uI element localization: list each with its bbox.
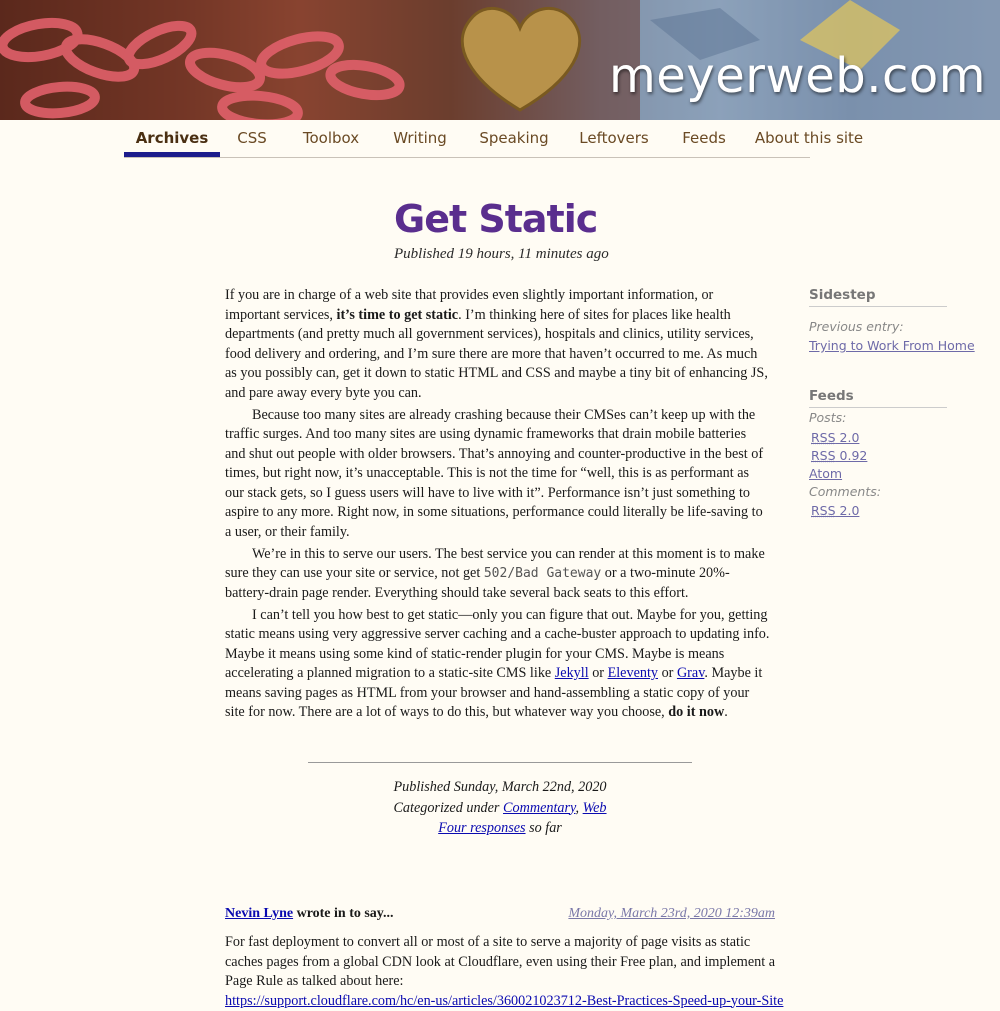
nav-toolbox[interactable]: Toolbox xyxy=(302,129,360,147)
feeds-comments-label: Comments: xyxy=(809,484,881,499)
nav-writing[interactable]: Writing xyxy=(393,129,447,147)
grav-link[interactable]: Grav xyxy=(676,665,705,681)
posts-rss20-link[interactable]: RSS 2.0 xyxy=(811,430,860,445)
post-published-date: Published Sunday, March 22nd, 2020 xyxy=(393,779,607,795)
previous-entry-label: Previous entry: xyxy=(809,319,904,334)
category-web-link[interactable]: Web xyxy=(582,799,607,816)
post-meta xyxy=(300,777,700,839)
post-paragraph-3: We’re in this to serve our users. The best service you can render at this moment is to make sure they can use your site or service, not get 502/Bad Gateway or a two-minute 20%-battery-drain page render. Everything should take several back seats to this effort. xyxy=(225,545,765,601)
comment-body: For fast deployment to convert all or most of a site to serve a majority of page visits as static caches pages from a global CDN look at Cloudflare, even using their Free plan, and implement a Page Rule as talked about here: https://support.cloudflare.com/hc/en-us/articles/360021023712-Best-Practices-Speed-up-your-Site xyxy=(225,934,784,1009)
comment-header xyxy=(225,906,775,922)
post-paragraph-1: If you are in charge of a web site that provides even slightly important information, or important services, it’s time to get static. I’m thinking here of sites for places like health departments (and pretty much all government services), hospitals and clinics, utility services, food delivery and ordering, and I’m sure there are more that haven’t occurred to me. As much as you possibly can, get it down to static HTML and CSS and maybe a tiny bit of enhancing JS, and pare away every byte you can. xyxy=(225,287,768,401)
posts-atom-link[interactable]: Atom xyxy=(809,466,843,481)
comment-author: Nevin Lyne wrote in to say... xyxy=(225,906,394,921)
feeds-posts-label: Posts: xyxy=(809,410,847,425)
nav-leftovers[interactable]: Leftovers xyxy=(579,129,649,147)
category-commentary-link[interactable]: Commentary xyxy=(503,799,576,816)
post-responses: Four responses so far xyxy=(438,820,562,836)
nav-css[interactable]: CSS xyxy=(237,129,267,147)
comment-cloudflare-link[interactable]: https://support.cloudflare.com/hc/en-us/articles/360021023712-Best-Practices-Speed-up-your-Site xyxy=(225,992,784,1009)
posts-rss092-link[interactable]: RSS 0.92 xyxy=(811,448,868,463)
post-paragraph-2: Because too many sites are already crashing because their CMSes can’t keep up with the traffic surges. And too many sites are using dynamic frameworks that drain mobile batteries and shut out people with older browsers. That’s annoying and counter-productive in the best of times, but right now, it’s unacceptable. This is not the time for “well, this is as performant as our stack gets, so I guess users will have to live with it”. Performance isn’t just something to aspire to any more. Right now, in some situations, performance could literally be life-saving to a user, or their family. xyxy=(225,406,764,540)
post-categories: Categorized under Commentary, Web xyxy=(393,799,607,816)
sidebar-feeds-heading: Feeds xyxy=(809,388,947,408)
nav-about[interactable]: About this site xyxy=(754,129,864,147)
post-divider xyxy=(308,762,692,763)
post-body xyxy=(225,286,770,725)
eleventy-link[interactable]: Eleventy xyxy=(607,665,659,681)
main-nav xyxy=(124,120,864,158)
previous-entry-link[interactable]: Trying to Work From Home xyxy=(809,338,975,353)
site-title[interactable]: meyerweb.com xyxy=(609,48,986,104)
nav-archives[interactable]: Archives xyxy=(124,129,220,157)
post-title[interactable]: Get Static xyxy=(394,197,598,241)
nav-feeds[interactable]: Feeds xyxy=(682,129,726,147)
jekyll-link[interactable]: Jekyll xyxy=(554,665,589,681)
post-paragraph-4: I can’t tell you how best to get static—only you can figure that out. Maybe for you, getting static means using very aggressive server caching and a cache-buster approach to updating info. Maybe it means using some kind of static-render plugin for your CMS. Maybe is means accelerating a planned migration to a static-site CMS like Jekyll or Eleventy or Grav. Maybe it means saving pages as HTML from your browser and hand-assembling a static copy of your site for now. There are a lot of ways to do this, but whatever way you choose, do it now. xyxy=(225,606,770,720)
post-published-relative: Published 19 hours, 11 minutes ago xyxy=(394,246,609,262)
sidebar-sidestep-heading: Sidestep xyxy=(809,287,947,307)
site-banner xyxy=(0,0,1000,120)
nav-speaking[interactable]: Speaking xyxy=(479,129,549,147)
comment-date-link[interactable]: Monday, March 23rd, 2020 12:39am xyxy=(568,906,775,921)
comments-rss20-link[interactable]: RSS 2.0 xyxy=(811,503,860,518)
status-code: 502/Bad Gateway xyxy=(483,566,602,581)
comment-author-link[interactable]: Nevin Lyne xyxy=(225,906,294,921)
responses-link[interactable]: Four responses xyxy=(438,820,526,836)
